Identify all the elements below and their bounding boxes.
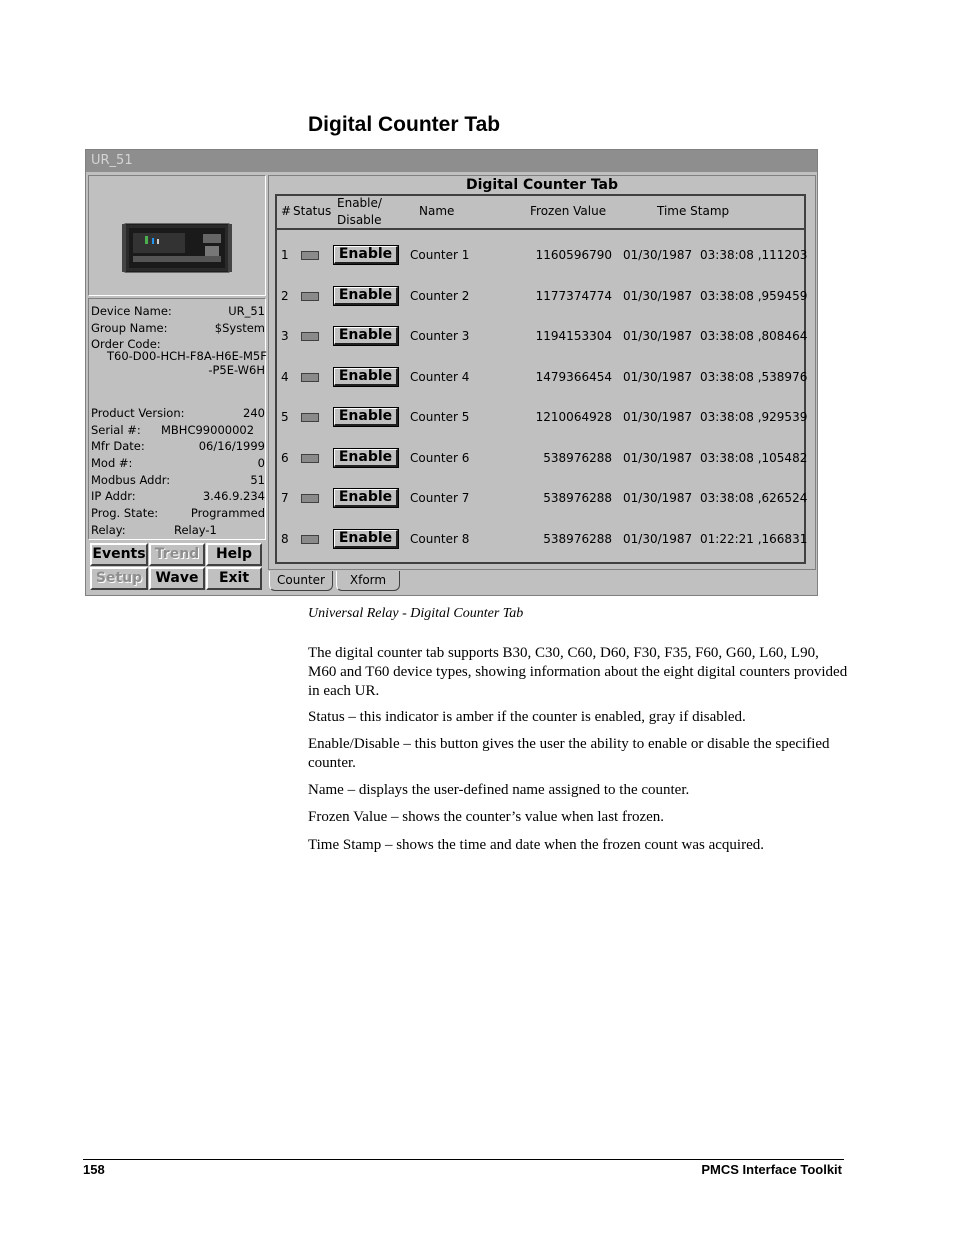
frozen-value: 1210064928 <box>535 410 612 424</box>
device-name-label: Device Name: <box>91 304 172 318</box>
row-number: 5 <box>281 410 289 424</box>
trend-button[interactable]: Trend <box>149 543 205 566</box>
row-number: 8 <box>281 531 289 546</box>
row-number: 2 <box>281 288 289 303</box>
status-indicator <box>301 413 319 422</box>
ur-device-window <box>85 149 818 596</box>
enable-button[interactable]: Enable <box>334 368 398 386</box>
enable-button[interactable]: Enable <box>334 449 398 467</box>
col-header-disable: Disable <box>337 213 382 227</box>
relay-value: Relay-1 <box>174 523 217 537</box>
timestamp-time: 03:38:08 ,111203 <box>700 248 808 262</box>
counter-name: Counter 2 <box>410 288 470 303</box>
exit-button[interactable]: Exit <box>206 567 262 590</box>
tab-counter[interactable]: Counter <box>269 571 333 591</box>
counter-name: Counter 5 <box>410 410 470 424</box>
counter-name: Counter 7 <box>410 491 470 505</box>
col-header-time-stamp: Time Stamp <box>657 204 730 218</box>
timestamp-time: 03:38:08 ,929539 <box>700 410 808 424</box>
tab-xform[interactable]: Xform <box>336 571 400 591</box>
timestamp-time: 03:38:08 ,626524 <box>700 491 808 505</box>
status-indicator <box>301 454 319 463</box>
header-separator <box>277 228 804 230</box>
timestamp-date: 01/30/1987 <box>623 410 693 424</box>
prog-state-value: Programmed <box>190 506 265 520</box>
mod-value: 0 <box>257 456 265 470</box>
mod-label: Mod #: <box>91 456 133 470</box>
help-button[interactable]: Help <box>206 543 262 566</box>
row-number: 3 <box>281 329 289 343</box>
frozen-value: 1177374774 <box>535 288 612 303</box>
timestamp-time: 03:38:08 ,808464 <box>700 329 808 343</box>
prog-state-label: Prog. State: <box>91 506 159 520</box>
frozen-value: 538976288 <box>543 450 612 465</box>
enable-button[interactable]: Enable <box>334 489 398 507</box>
modbus-addr-label: Modbus Addr: <box>91 473 171 487</box>
counter-name: Counter 8 <box>410 531 470 546</box>
frozen-value: 1194153304 <box>535 329 612 343</box>
status-indicator <box>301 292 319 301</box>
group-name-label: Group Name: <box>91 321 168 335</box>
timestamp-date: 01/30/1987 <box>623 329 693 343</box>
mfr-date-value: 06/16/1999 <box>198 439 265 453</box>
status-indicator <box>301 332 319 341</box>
timestamp-date: 01/30/1987 <box>623 531 693 546</box>
row-number: 1 <box>281 248 289 262</box>
window-title-bar: UR_51 <box>86 150 817 172</box>
col-header-enable: Enable/ <box>337 196 382 210</box>
mfr-date-label: Mfr Date: <box>91 439 145 453</box>
enable-button[interactable]: Enable <box>334 246 398 264</box>
timestamp-time: 01:22:21 ,166831 <box>700 531 808 546</box>
status-indicator <box>301 494 319 503</box>
timestamp-date: 01/30/1987 <box>623 491 693 505</box>
relay-device-icon <box>89 176 265 295</box>
order-code-label: Order Code: <box>91 337 161 351</box>
row-number: 6 <box>281 450 289 465</box>
col-header-frozen-value: Frozen Value <box>530 204 607 218</box>
group-name-value: $System <box>214 321 265 335</box>
page-number: 158 <box>83 1162 105 1177</box>
tab-title: Digital Counter Tab <box>465 177 619 193</box>
frozen-value: 1479366454 <box>535 369 612 384</box>
status-indicator <box>301 251 319 260</box>
counter-name: Counter 6 <box>410 450 470 465</box>
col-header-num: # <box>281 204 292 218</box>
col-header-name: Name <box>419 204 455 218</box>
modbus-addr-value: 51 <box>250 473 265 487</box>
paragraph-enable-disable: Enable/Disable – this button gives the user the ability to enable or disable the specified counter. <box>308 736 830 771</box>
enable-button[interactable]: Enable <box>334 287 398 305</box>
counter-name: Counter 4 <box>410 369 470 384</box>
col-header-status: Status <box>293 204 332 218</box>
serial-value: MBHC99000002 <box>161 423 255 437</box>
counter-name: Counter 1 <box>410 248 470 262</box>
timestamp-date: 01/30/1987 <box>623 369 693 384</box>
paragraph-frozen-value: Frozen Value – shows the counter’s value when last frozen. <box>308 809 665 825</box>
ip-addr-value: 3.46.9.234 <box>202 489 265 503</box>
device-name-value: UR_51 <box>228 304 265 318</box>
frozen-value: 538976288 <box>543 491 612 505</box>
counter-name: Counter 3 <box>410 329 470 343</box>
events-button[interactable]: Events <box>90 543 148 566</box>
enable-button[interactable]: Enable <box>334 327 398 345</box>
footer-title: PMCS Interface Toolkit <box>701 1162 842 1177</box>
paragraph-intro: The digital counter tab supports B30, C30, C60, D60, F30, F35, F60, G60, L60, L90, M60 and T60 device types, showing information about the eight digital counters provided in each UR. <box>308 645 848 699</box>
enable-button[interactable]: Enable <box>334 530 398 548</box>
device-image-panel <box>88 175 266 296</box>
device-info-panel <box>88 298 266 540</box>
product-version-label: Product Version: <box>91 406 185 420</box>
status-indicator <box>301 535 319 544</box>
row-number: 4 <box>281 369 289 384</box>
order-code-line1: T60-D00-HCH-F8A-H6E-M5F <box>107 349 267 363</box>
relay-label: Relay: <box>91 523 126 537</box>
frozen-value: 1160596790 <box>535 248 612 262</box>
paragraph-status: Status – this indicator is amber if the counter is enabled, gray if disabled. <box>308 709 746 725</box>
order-code-line2: -P5E-W6H <box>208 363 265 377</box>
figure-caption: Universal Relay - Digital Counter Tab <box>308 606 524 621</box>
timestamp-time: 03:38:08 ,538976 <box>700 369 808 384</box>
status-indicator <box>301 373 319 382</box>
timestamp-time: 03:38:08 ,959459 <box>700 288 808 303</box>
paragraph-name: Name – displays the user-defined name assigned to the counter. <box>308 782 690 798</box>
page-heading: Digital Counter Tab <box>308 113 501 136</box>
ip-addr-label: IP Addr: <box>91 489 136 503</box>
paragraph-time-stamp: Time Stamp – shows the time and date when the frozen count was acquired. <box>308 837 765 853</box>
frozen-value: 538976288 <box>543 531 612 546</box>
wave-button[interactable]: Wave <box>149 567 205 590</box>
digital-counter-panel <box>268 175 816 570</box>
footer-rule <box>83 1159 844 1160</box>
setup-button[interactable]: Setup <box>90 567 148 590</box>
product-version-value: 240 <box>243 406 265 420</box>
timestamp-date: 01/30/1987 <box>623 288 693 303</box>
serial-label: Serial #: <box>91 423 141 437</box>
counter-grid <box>275 194 806 564</box>
timestamp-date: 01/30/1987 <box>623 248 693 262</box>
timestamp-time: 03:38:08 ,105482 <box>700 450 808 465</box>
enable-button[interactable]: Enable <box>334 408 398 426</box>
timestamp-date: 01/30/1987 <box>623 450 693 465</box>
row-number: 7 <box>281 491 289 505</box>
